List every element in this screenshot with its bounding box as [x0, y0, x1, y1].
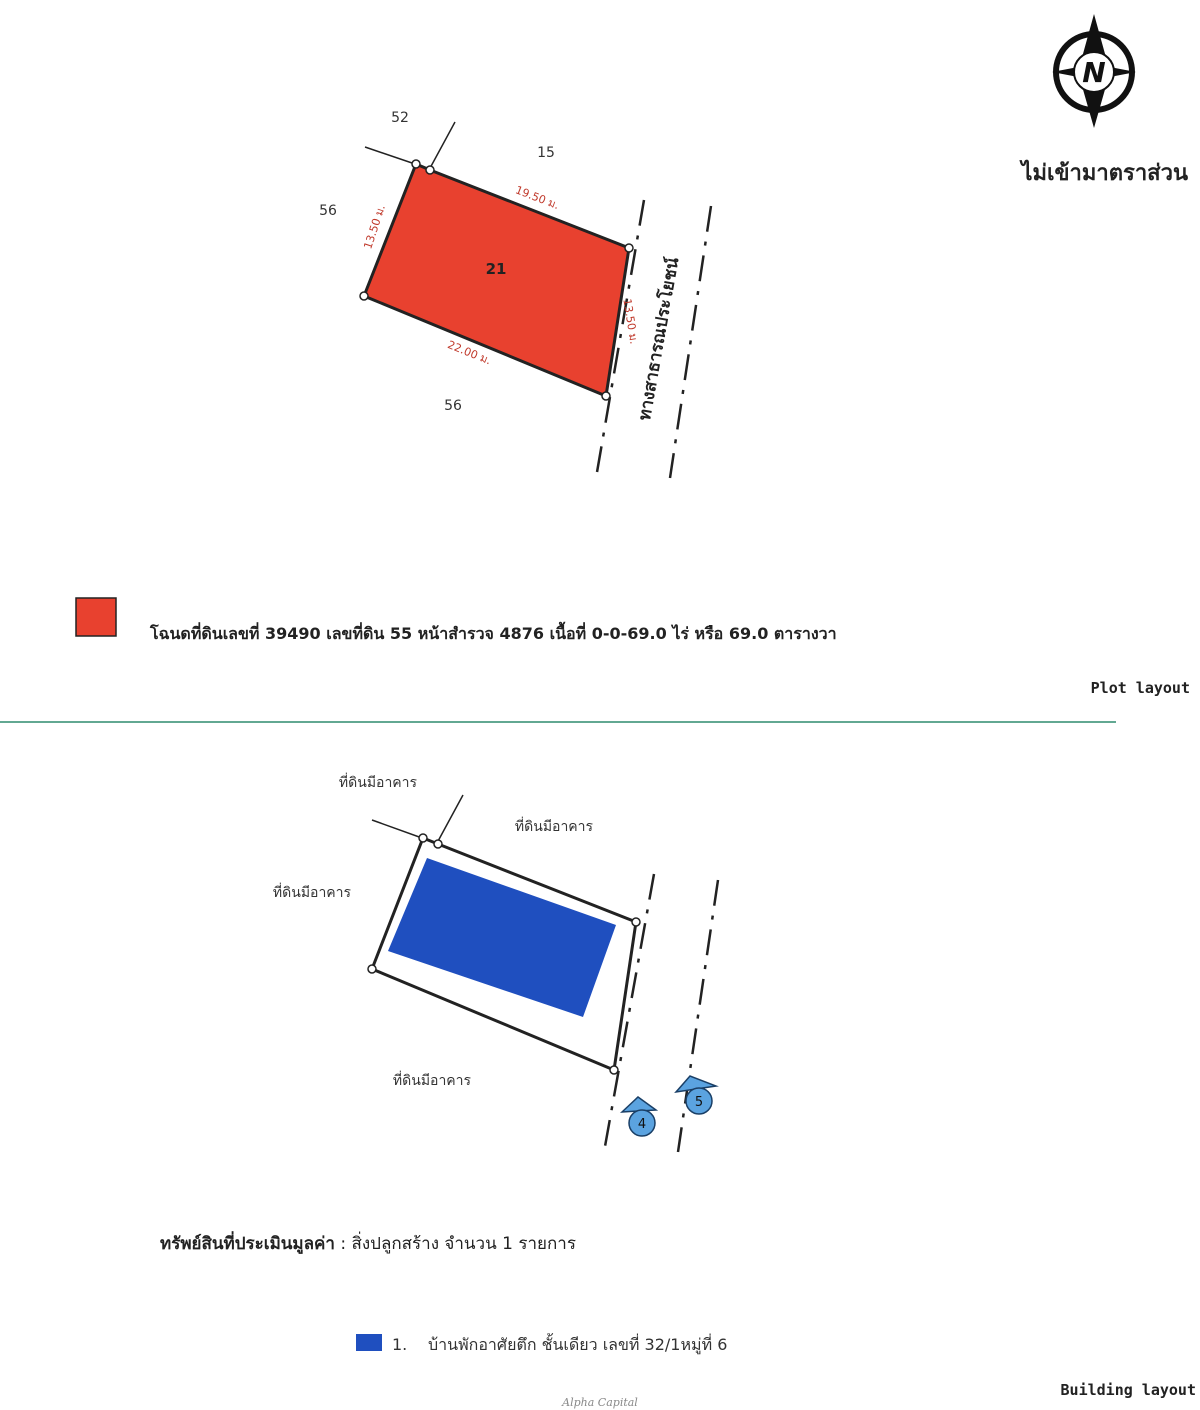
- building-legend-swatch: [356, 1334, 382, 1351]
- assessed-asset-summary: [160, 1231, 576, 1255]
- building-layout: [160, 773, 1196, 1399]
- dimension-bottom: 22.00 ม.: [445, 338, 493, 368]
- watermark: Alpha Capital: [562, 1396, 638, 1409]
- photo-marker-label: 4: [637, 1117, 647, 1132]
- parcel-legend-swatch: [76, 598, 116, 636]
- building-neighbor-nw: ที่ดินมีอาคาร: [338, 775, 418, 791]
- boundary-line: [372, 820, 422, 838]
- boundary-line: [429, 122, 455, 170]
- photo-marker-5: [676, 1076, 716, 1114]
- assessed-asset-count: : สิ่งปลูกสร้าง จำนวน 1 รายการ: [334, 1234, 576, 1254]
- boundary-line: [437, 795, 463, 843]
- neighbor-label-s: 56: [444, 398, 462, 414]
- dimension-right: 13.50 ม.: [620, 297, 641, 346]
- assessed-asset-heading: ทรัพย์สินที่ประเมินมูลค่า: [160, 1234, 335, 1254]
- plot-layout: [76, 110, 1190, 697]
- road-label: ทางสาธารณประโยชน์: [634, 256, 684, 423]
- building-legend-text: บ้านพักอาศัยตึก ชั้นเดียว เลขที่ 32/1หมู่ที่ 6: [428, 1335, 728, 1354]
- neighbor-label-nw: 52: [391, 110, 409, 126]
- parcel-polygon: [364, 164, 629, 396]
- neighbor-label-n: 15: [537, 145, 555, 161]
- building-neighbor-n: ที่ดินมีอาคาร: [514, 819, 594, 835]
- photo-marker-4: [622, 1097, 656, 1136]
- dimension-left: 13.50 ม.: [361, 203, 388, 251]
- building-neighbor-s: ที่ดินมีอาคาร: [392, 1073, 472, 1089]
- building-legend-index: 1.: [392, 1335, 408, 1354]
- photo-marker-label: 5: [694, 1095, 704, 1110]
- neighbor-label-w: 56: [319, 203, 337, 219]
- parcel-legend-text: โฉนดที่ดินเลขที่ 39490 เลขที่ดิน 55 หน้าสำรวจ 4876 เนื้อที่ 0-0-69.0 ไร่ หรือ 69.0 ตารางวา: [150, 624, 837, 643]
- north-arrow-icon: [1052, 14, 1136, 128]
- building-neighbor-w: ที่ดินมีอาคาร: [272, 885, 352, 901]
- north-label: N: [1082, 56, 1106, 89]
- road-edge-line: [670, 206, 711, 478]
- parcel-number: 21: [485, 260, 507, 278]
- boundary-line: [365, 147, 415, 164]
- scale-note: ไม่เข้ามาตราส่วน: [1021, 161, 1188, 186]
- plot-caption: Plot layout: [1090, 679, 1190, 697]
- building-caption: Building layout: [1060, 1381, 1196, 1399]
- dimension-top: 19.50 ม.: [513, 183, 561, 212]
